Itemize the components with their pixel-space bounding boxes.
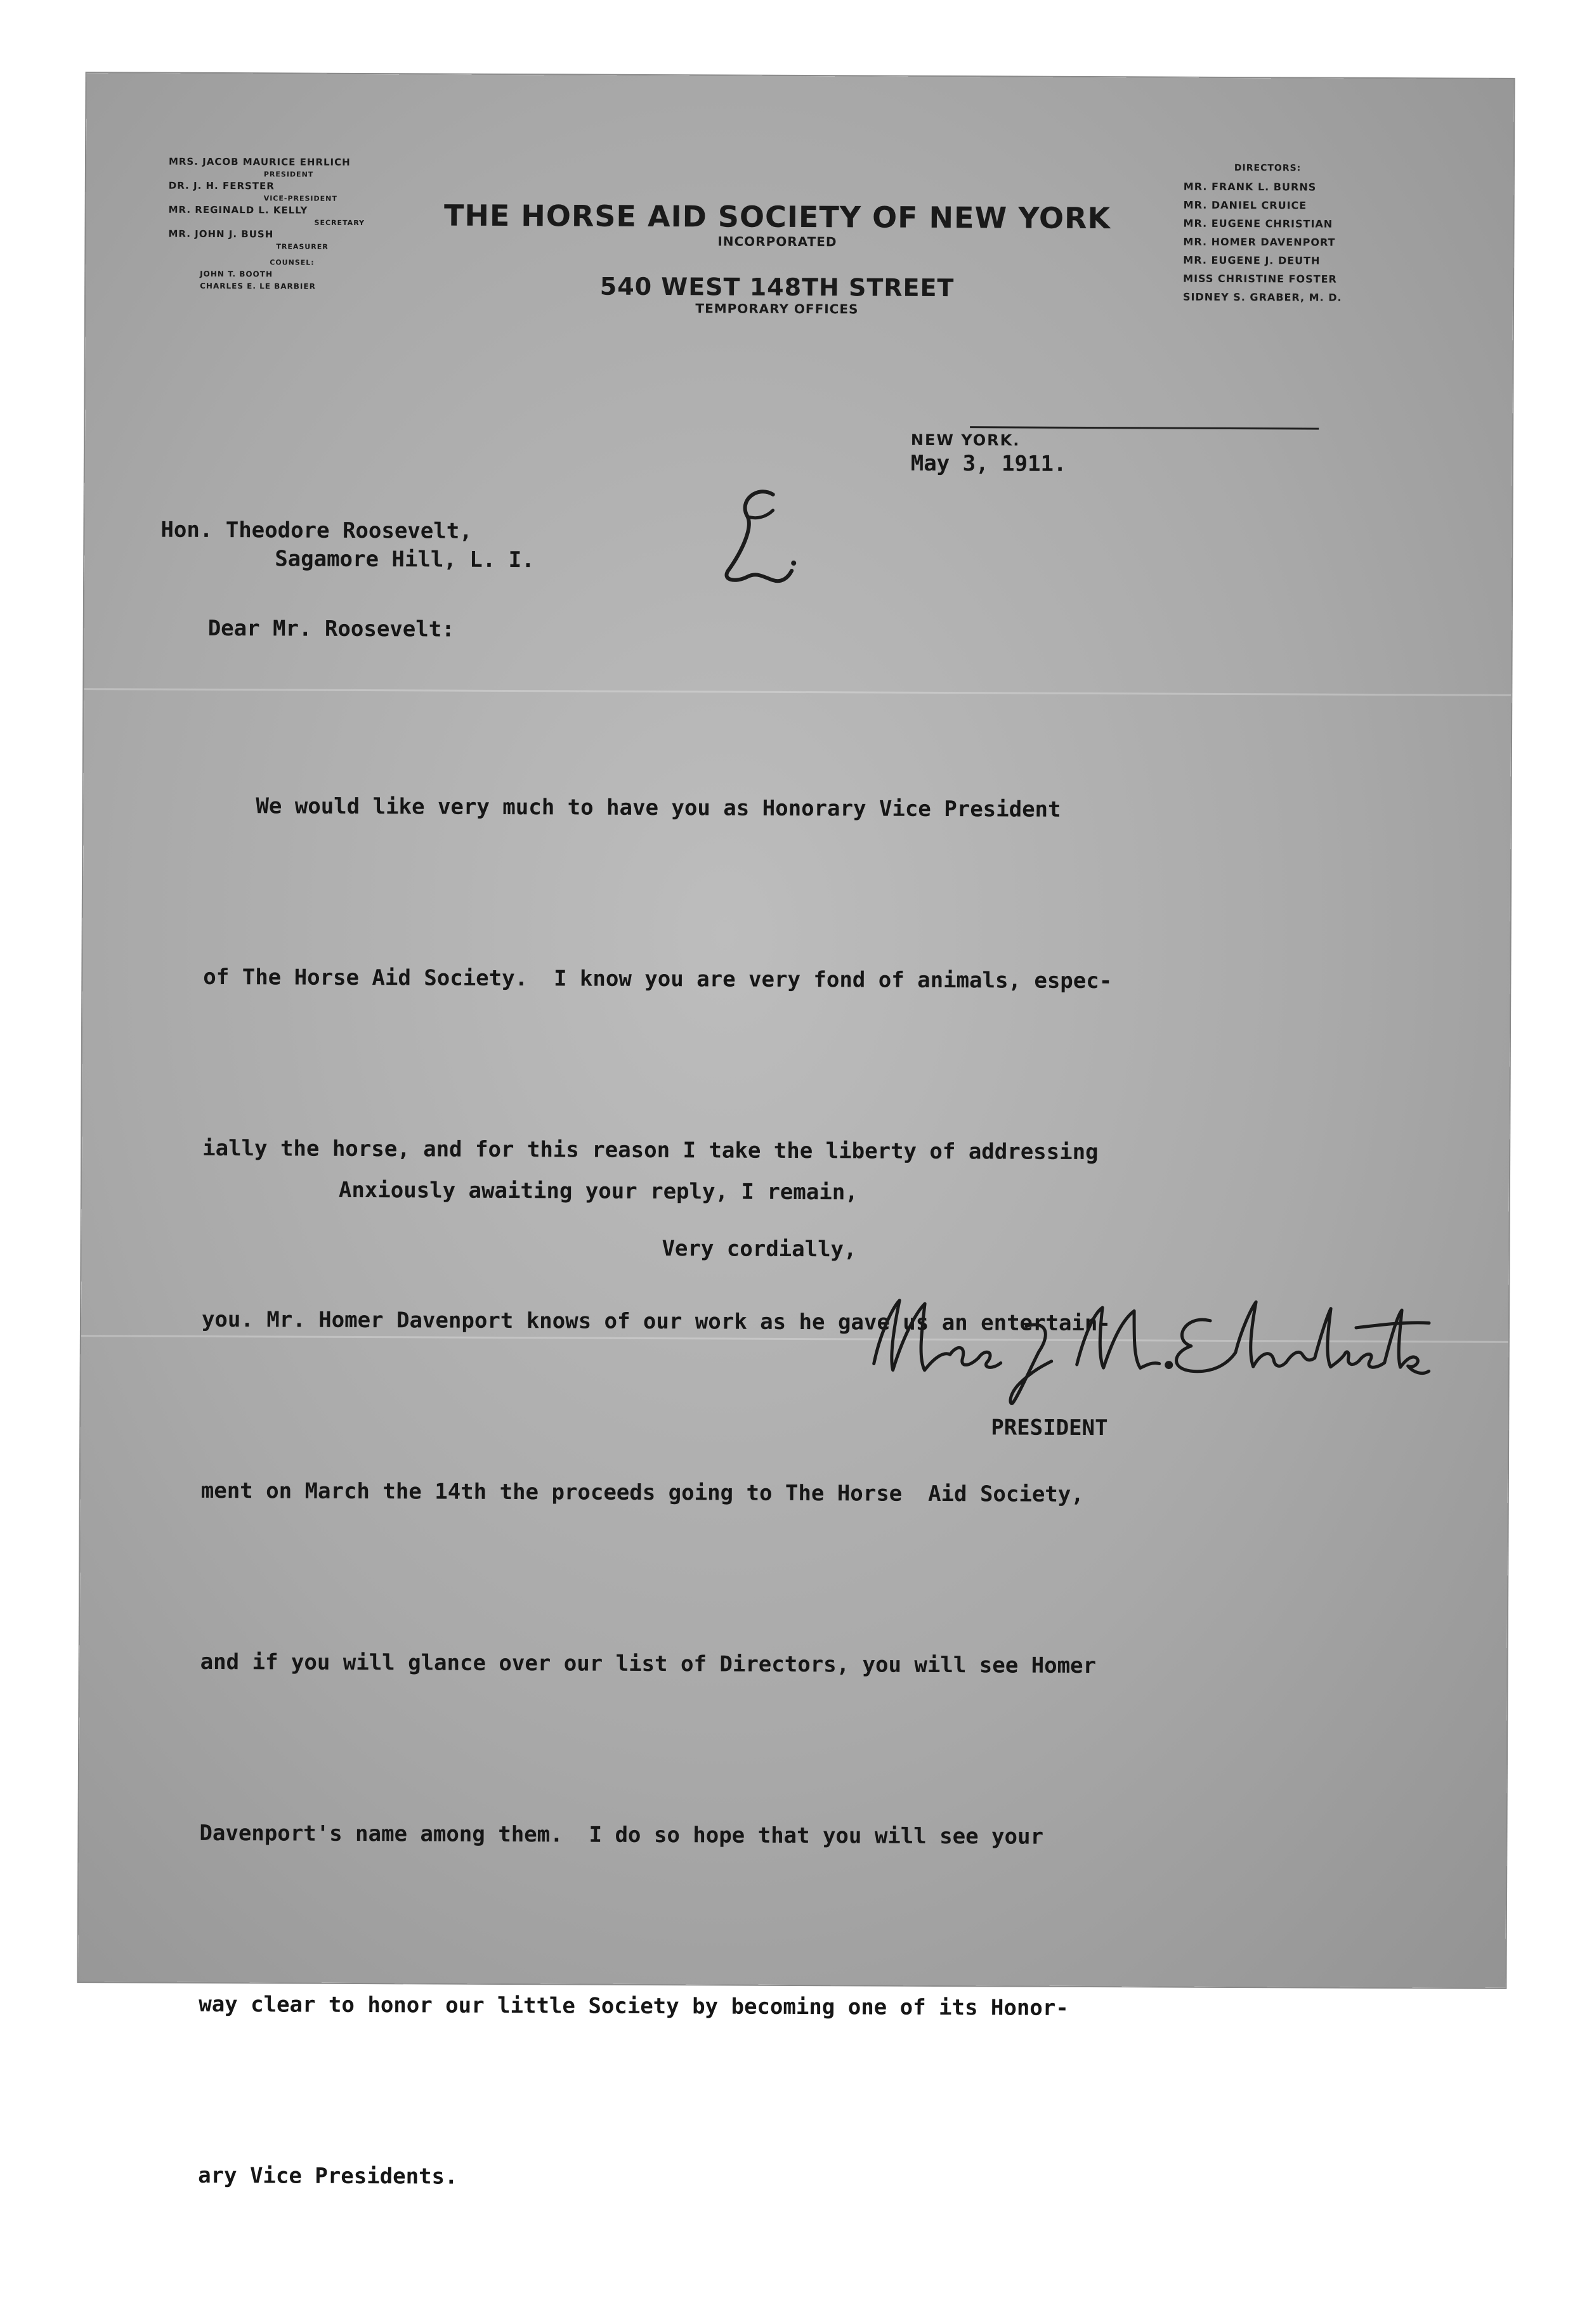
officer-role: PRESIDENT [263, 170, 314, 179]
street-address: 540 WEST 148TH STREET [599, 272, 955, 302]
director-name: MISS CHRISTINE FOSTER [1183, 272, 1337, 285]
body-line: way clear to honor our little Society by becoming one of its Honor- [199, 1991, 1069, 2021]
closing-line: Anxiously awaiting your reply, I remain, [338, 1177, 858, 1205]
officer-name: DR. J. H. FERSTER [168, 179, 275, 192]
signer-title: PRESIDENT [991, 1415, 1108, 1441]
officer-role: TREASURER [276, 242, 329, 251]
dateline [858, 399, 1066, 527]
handwritten-signature [854, 1281, 1439, 1410]
director-name: MR. HOMER DAVENPORT [1183, 235, 1336, 249]
recipient-line-1: Hon. Theodore Roosevelt, [160, 517, 473, 544]
counsel-name: JOHN T. BOOTH [200, 269, 273, 279]
officer-role: VICE-PRESIDENT [263, 194, 337, 203]
handwritten-initial-mark [712, 481, 802, 590]
dateline-date: May 3, 1911. [910, 450, 1067, 477]
officer-name: MR. REGINALD L. KELLY [168, 204, 308, 216]
body-line: ially the horse, and for this reason I take the liberty of addressing [202, 1135, 1099, 1165]
officer-name: MRS. JACOB MAURICE EHRLICH [168, 155, 351, 168]
date-underline [970, 426, 1319, 429]
letterhead-title-block [428, 198, 1127, 318]
director-name: MR. EUGENE CHRISTIAN [1183, 217, 1333, 230]
letter-body [197, 663, 1113, 2322]
officer-name: MR. JOHN J. BUSH [168, 228, 274, 240]
body-line: of The Horse Aid Society. I know you are very fond of animals, espec- [203, 964, 1113, 994]
director-name: MR. EUGENE J. DEUTH [1183, 254, 1321, 267]
organization-name: THE HORSE AID SOCIETY OF NEW YORK [443, 198, 1111, 236]
counsel-label: COUNSEL: [270, 258, 315, 267]
temporary-offices-label: TEMPORARY OFFICES [695, 301, 859, 317]
dateline-place: NEW YORK. [910, 431, 1021, 450]
body-line: ment on March the 14th the proceeds going to The Horse Aid Society, [200, 1477, 1084, 1507]
officer-role: SECRETARY [314, 218, 365, 228]
director-name: SIDNEY S. GRABER, M. D. [1183, 290, 1342, 304]
directors-block [1183, 159, 1425, 308]
body-line: ary Vice Presidents. [198, 2162, 458, 2190]
director-name: MR. FRANK L. BURNS [1183, 180, 1317, 193]
body-line: We would like very much to have you as Honorary Vice President [204, 793, 1061, 822]
complimentary-close: Very cordially, [662, 1236, 857, 1263]
salutation: Dear Mr. Roosevelt: [207, 615, 455, 642]
letter-page [78, 73, 1513, 2190]
counsel-name: CHARLES E. LE BARBIER [200, 281, 316, 291]
officers-block [168, 156, 435, 294]
body-line: you. Mr. Homer Davenport knows of our work as he gave us an entertain- [201, 1306, 1111, 1337]
directors-label: DIRECTORS: [1234, 163, 1302, 174]
recipient-line-2: Sagamore Hill, L. I. [275, 546, 535, 573]
director-name: MR. DANIEL CRUICE [1183, 198, 1307, 212]
incorporated-label: INCORPORATED [717, 233, 837, 250]
body-line: Davenport's name among them. I do so hope that you will see your [199, 1820, 1044, 1850]
body-line: and if you will glance over our list of Directors, you will see Homer [200, 1649, 1097, 1679]
